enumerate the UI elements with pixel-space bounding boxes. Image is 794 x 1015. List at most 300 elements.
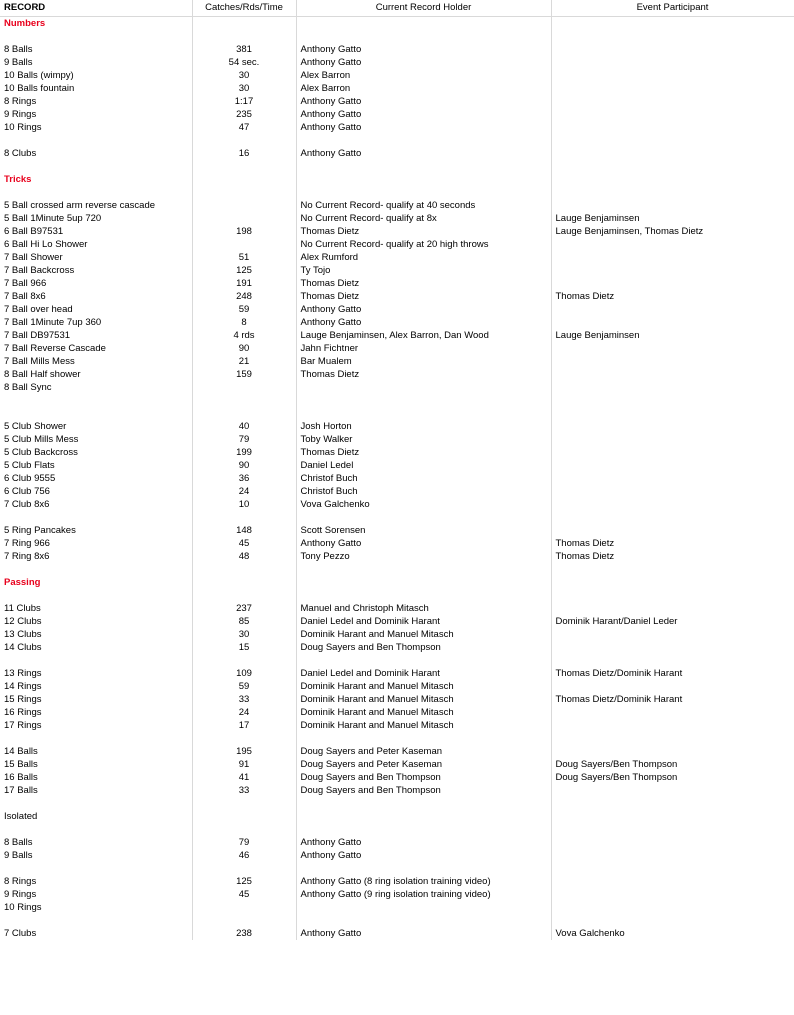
record-name-cell[interactable]: 15 Rings (0, 693, 192, 706)
empty-cell[interactable] (0, 186, 192, 199)
records-body (0, 17, 794, 941)
record-name-cell[interactable]: 7 Ball DB97531 (0, 329, 192, 342)
event-participant-cell[interactable]: Thomas Dietz/Dominik Harant (551, 667, 794, 680)
blank-row (0, 732, 794, 745)
record-name-cell[interactable]: 10 Balls (wimpy) (0, 69, 192, 82)
catches-cell[interactable]: 36 (192, 472, 296, 485)
record-name-cell[interactable]: 8 Ball Sync (0, 381, 192, 394)
record-row (0, 459, 794, 472)
record-holder-cell[interactable]: Anthony Gatto (296, 836, 551, 849)
catches-cell[interactable]: 24 (192, 485, 296, 498)
catches-cell[interactable]: 237 (192, 602, 296, 615)
catches-cell[interactable]: 21 (192, 355, 296, 368)
record-holder-cell[interactable]: Anthony Gatto (296, 849, 551, 862)
catches-cell[interactable]: 40 (192, 420, 296, 433)
event-participant-cell[interactable] (551, 420, 794, 433)
empty-cell[interactable] (192, 589, 296, 602)
record-name-cell[interactable]: 7 Ball 1Minute 7up 360 (0, 316, 192, 329)
catches-cell[interactable] (192, 901, 296, 914)
event-participant-cell[interactable] (551, 485, 794, 498)
record-name-cell[interactable]: 6 Ball B97531 (0, 225, 192, 238)
empty-cell[interactable] (551, 17, 794, 31)
record-holder-cell[interactable] (296, 901, 551, 914)
record-holder-cell[interactable]: Anthony Gatto (296, 303, 551, 316)
record-name-cell[interactable]: 10 Rings (0, 901, 192, 914)
record-name-cell[interactable]: 6 Club 756 (0, 485, 192, 498)
event-participant-cell[interactable] (551, 719, 794, 732)
catches-cell[interactable]: 17 (192, 719, 296, 732)
record-holder-cell[interactable]: Dominik Harant and Manuel Mitasch (296, 719, 551, 732)
empty-cell[interactable] (0, 823, 192, 836)
record-holder-cell[interactable]: Anthony Gatto (296, 537, 551, 550)
record-holder-cell[interactable]: Thomas Dietz (296, 290, 551, 303)
empty-cell[interactable] (296, 823, 551, 836)
empty-cell[interactable] (551, 654, 794, 667)
record-holder-cell[interactable]: Alex Barron (296, 69, 551, 82)
catches-cell[interactable] (192, 238, 296, 251)
empty-cell[interactable] (296, 862, 551, 875)
header-record-holder[interactable]: Current Record Holder (296, 0, 551, 17)
catches-cell[interactable]: 51 (192, 251, 296, 264)
record-holder-cell[interactable]: Christof Buch (296, 472, 551, 485)
event-participant-cell[interactable] (551, 446, 794, 459)
empty-cell[interactable] (551, 394, 794, 407)
empty-cell[interactable] (0, 511, 192, 524)
empty-cell[interactable] (0, 407, 192, 420)
record-name-cell[interactable]: 9 Rings (0, 888, 192, 901)
empty-cell[interactable] (192, 134, 296, 147)
event-participant-cell[interactable] (551, 43, 794, 56)
record-name-cell[interactable]: 16 Balls (0, 771, 192, 784)
record-row (0, 771, 794, 784)
empty-cell[interactable] (551, 732, 794, 745)
empty-cell[interactable] (551, 576, 794, 589)
catches-cell[interactable]: 46 (192, 849, 296, 862)
record-holder-cell[interactable]: Ty Tojo (296, 264, 551, 277)
record-name-cell[interactable]: 5 Club Flats (0, 459, 192, 472)
record-holder-cell[interactable]: Anthony Gatto (8 ring isolation training video) (296, 875, 551, 888)
event-participant-cell[interactable]: Thomas Dietz (551, 290, 794, 303)
record-name-cell[interactable]: 10 Balls fountain (0, 82, 192, 95)
empty-cell[interactable] (0, 797, 192, 810)
record-name-cell[interactable]: 6 Club 9555 (0, 472, 192, 485)
empty-cell[interactable] (551, 563, 794, 576)
event-participant-cell[interactable] (551, 368, 794, 381)
record-name-cell[interactable]: 15 Balls (0, 758, 192, 771)
empty-cell[interactable] (296, 589, 551, 602)
record-name-cell[interactable]: 7 Ball 966 (0, 277, 192, 290)
record-holder-cell[interactable]: Jahn Fichtner (296, 342, 551, 355)
section-row (0, 810, 794, 823)
event-participant-cell[interactable] (551, 69, 794, 82)
record-holder-cell[interactable]: Toby Walker (296, 433, 551, 446)
catches-cell[interactable] (192, 381, 296, 394)
event-participant-cell[interactable]: Vova Galchenko (551, 927, 794, 940)
section-label[interactable]: Numbers (0, 17, 192, 31)
record-name-cell[interactable]: 10 Rings (0, 121, 192, 134)
header-event-participant[interactable]: Event Participant (551, 0, 794, 17)
empty-cell[interactable] (192, 797, 296, 810)
event-participant-cell[interactable]: Doug Sayers/Ben Thompson (551, 758, 794, 771)
empty-cell[interactable] (551, 160, 794, 173)
empty-cell[interactable] (551, 589, 794, 602)
empty-cell[interactable] (296, 394, 551, 407)
record-holder-cell[interactable]: Thomas Dietz (296, 368, 551, 381)
empty-cell[interactable] (296, 810, 551, 823)
event-participant-cell[interactable] (551, 784, 794, 797)
section-label[interactable]: Isolated (0, 810, 192, 823)
event-participant-cell[interactable] (551, 602, 794, 615)
catches-cell[interactable]: 199 (192, 446, 296, 459)
record-name-cell[interactable]: 8 Rings (0, 875, 192, 888)
catches-cell[interactable]: 79 (192, 433, 296, 446)
event-participant-cell[interactable] (551, 641, 794, 654)
event-participant-cell[interactable] (551, 303, 794, 316)
event-participant-cell[interactable] (551, 901, 794, 914)
empty-cell[interactable] (296, 732, 551, 745)
record-name-cell[interactable]: 13 Rings (0, 667, 192, 680)
record-name-cell[interactable]: 9 Balls (0, 849, 192, 862)
record-name-cell[interactable]: 7 Ball Shower (0, 251, 192, 264)
event-participant-cell[interactable] (551, 381, 794, 394)
catches-cell[interactable]: 90 (192, 342, 296, 355)
blank-row (0, 134, 794, 147)
record-holder-cell[interactable]: Anthony Gatto (296, 95, 551, 108)
record-name-cell[interactable]: 14 Clubs (0, 641, 192, 654)
empty-cell[interactable] (192, 862, 296, 875)
record-name-cell[interactable]: 5 Ring Pancakes (0, 524, 192, 537)
record-holder-cell[interactable]: Thomas Dietz (296, 225, 551, 238)
event-participant-cell[interactable]: Lauge Benjaminsen, Thomas Dietz (551, 225, 794, 238)
section-label[interactable]: Passing (0, 576, 192, 589)
record-holder-cell[interactable]: Daniel Ledel and Dominik Harant (296, 667, 551, 680)
record-name-cell[interactable]: 7 Clubs (0, 927, 192, 940)
record-name-cell[interactable]: 12 Clubs (0, 615, 192, 628)
empty-cell[interactable] (296, 134, 551, 147)
empty-cell[interactable] (551, 823, 794, 836)
empty-cell[interactable] (192, 810, 296, 823)
catches-cell[interactable]: 248 (192, 290, 296, 303)
empty-cell[interactable] (192, 914, 296, 927)
event-participant-cell[interactable] (551, 472, 794, 485)
catches-cell[interactable]: 191 (192, 277, 296, 290)
empty-cell[interactable] (192, 654, 296, 667)
event-participant-cell[interactable] (551, 433, 794, 446)
event-participant-cell[interactable] (551, 238, 794, 251)
record-name-cell[interactable]: 9 Rings (0, 108, 192, 121)
catches-cell[interactable]: 195 (192, 745, 296, 758)
record-holder-cell[interactable]: Doug Sayers and Peter Kaseman (296, 758, 551, 771)
event-participant-cell[interactable]: Thomas Dietz/Dominik Harant (551, 693, 794, 706)
record-holder-cell[interactable]: Thomas Dietz (296, 446, 551, 459)
catches-cell[interactable]: 91 (192, 758, 296, 771)
catches-cell[interactable]: 125 (192, 264, 296, 277)
catches-cell[interactable]: 16 (192, 147, 296, 160)
event-participant-cell[interactable] (551, 680, 794, 693)
empty-cell[interactable] (551, 914, 794, 927)
record-holder-cell[interactable]: Anthony Gatto (296, 147, 551, 160)
catches-cell[interactable]: 30 (192, 628, 296, 641)
blank-row (0, 394, 794, 407)
catches-cell[interactable]: 33 (192, 784, 296, 797)
empty-cell[interactable] (0, 30, 192, 43)
event-participant-cell[interactable]: Thomas Dietz (551, 550, 794, 563)
record-holder-cell[interactable]: No Current Record- qualify at 20 high throws (296, 238, 551, 251)
empty-cell[interactable] (296, 797, 551, 810)
empty-cell[interactable] (192, 823, 296, 836)
empty-cell[interactable] (296, 511, 551, 524)
event-participant-cell[interactable] (551, 147, 794, 160)
record-holder-cell[interactable]: Bar Mualem (296, 355, 551, 368)
record-holder-cell[interactable] (296, 381, 551, 394)
record-holder-cell[interactable]: Dominik Harant and Manuel Mitasch (296, 693, 551, 706)
catches-cell[interactable]: 48 (192, 550, 296, 563)
event-participant-cell[interactable] (551, 121, 794, 134)
empty-cell[interactable] (296, 914, 551, 927)
catches-cell[interactable] (192, 212, 296, 225)
empty-cell[interactable] (0, 732, 192, 745)
event-participant-cell[interactable] (551, 251, 794, 264)
event-participant-cell[interactable] (551, 316, 794, 329)
empty-cell[interactable] (192, 173, 296, 186)
empty-cell[interactable] (192, 732, 296, 745)
catches-cell[interactable]: 125 (192, 875, 296, 888)
record-holder-cell[interactable]: Daniel Ledel (296, 459, 551, 472)
empty-cell[interactable] (296, 160, 551, 173)
empty-cell[interactable] (192, 160, 296, 173)
event-participant-cell[interactable] (551, 264, 794, 277)
record-holder-cell[interactable]: Dominik Harant and Manuel Mitasch (296, 706, 551, 719)
catches-cell[interactable] (192, 199, 296, 212)
catches-cell[interactable]: 8 (192, 316, 296, 329)
record-holder-cell[interactable]: Alex Rumford (296, 251, 551, 264)
empty-cell[interactable] (192, 186, 296, 199)
event-participant-cell[interactable] (551, 95, 794, 108)
record-holder-cell[interactable]: Tony Pezzo (296, 550, 551, 563)
record-name-cell[interactable]: 7 Ball Reverse Cascade (0, 342, 192, 355)
catches-cell[interactable]: 59 (192, 680, 296, 693)
empty-cell[interactable] (551, 407, 794, 420)
catches-cell[interactable]: 30 (192, 82, 296, 95)
record-holder-cell[interactable]: Anthony Gatto (296, 43, 551, 56)
empty-cell[interactable] (192, 407, 296, 420)
empty-cell[interactable] (192, 30, 296, 43)
event-participant-cell[interactable]: Dominik Harant/Daniel Leder (551, 615, 794, 628)
record-name-cell[interactable]: 11 Clubs (0, 602, 192, 615)
catches-cell[interactable]: 235 (192, 108, 296, 121)
record-holder-cell[interactable]: Dominik Harant and Manuel Mitasch (296, 628, 551, 641)
catches-cell[interactable]: 59 (192, 303, 296, 316)
catches-cell[interactable]: 4 rds (192, 329, 296, 342)
catches-cell[interactable]: 148 (192, 524, 296, 537)
catches-cell[interactable]: 45 (192, 888, 296, 901)
record-holder-cell[interactable]: Dominik Harant and Manuel Mitasch (296, 680, 551, 693)
record-name-cell[interactable]: 5 Club Shower (0, 420, 192, 433)
record-name-cell[interactable]: 14 Balls (0, 745, 192, 758)
blank-row (0, 823, 794, 836)
catches-cell[interactable]: 159 (192, 368, 296, 381)
record-holder-cell[interactable]: Anthony Gatto (296, 108, 551, 121)
catches-cell[interactable]: 90 (192, 459, 296, 472)
empty-cell[interactable] (0, 134, 192, 147)
empty-cell[interactable] (0, 914, 192, 927)
empty-cell[interactable] (0, 589, 192, 602)
empty-cell[interactable] (551, 862, 794, 875)
event-participant-cell[interactable] (551, 459, 794, 472)
header-record[interactable]: RECORD (0, 0, 192, 17)
record-holder-cell[interactable]: Lauge Benjaminsen, Alex Barron, Dan Wood (296, 329, 551, 342)
record-holder-cell[interactable]: Daniel Ledel and Dominik Harant (296, 615, 551, 628)
empty-cell[interactable] (192, 17, 296, 31)
blank-row (0, 797, 794, 810)
record-holder-cell[interactable]: Anthony Gatto (296, 316, 551, 329)
record-name-cell[interactable]: 8 Rings (0, 95, 192, 108)
event-participant-cell[interactable] (551, 628, 794, 641)
event-participant-cell[interactable] (551, 498, 794, 511)
event-participant-cell[interactable] (551, 355, 794, 368)
record-holder-cell[interactable]: No Current Record- qualify at 8x (296, 212, 551, 225)
event-participant-cell[interactable]: Thomas Dietz (551, 537, 794, 550)
record-holder-cell[interactable]: Anthony Gatto (9 ring isolation training video) (296, 888, 551, 901)
record-name-cell[interactable]: 7 Ball Backcross (0, 264, 192, 277)
event-participant-cell[interactable] (551, 836, 794, 849)
section-label[interactable]: Tricks (0, 173, 192, 186)
record-holder-cell[interactable]: Manuel and Christoph Mitasch (296, 602, 551, 615)
catches-cell[interactable]: 54 sec. (192, 56, 296, 69)
empty-cell[interactable] (192, 576, 296, 589)
record-holder-cell[interactable]: Josh Horton (296, 420, 551, 433)
record-name-cell[interactable]: 8 Clubs (0, 147, 192, 160)
event-participant-cell[interactable] (551, 706, 794, 719)
catches-cell[interactable]: 30 (192, 69, 296, 82)
empty-cell[interactable] (296, 30, 551, 43)
empty-cell[interactable] (551, 797, 794, 810)
catches-cell[interactable]: 238 (192, 927, 296, 940)
catches-cell[interactable]: 79 (192, 836, 296, 849)
event-participant-cell[interactable] (551, 875, 794, 888)
record-name-cell[interactable]: 17 Rings (0, 719, 192, 732)
catches-cell[interactable]: 1:17 (192, 95, 296, 108)
catches-cell[interactable]: 109 (192, 667, 296, 680)
event-participant-cell[interactable] (551, 82, 794, 95)
event-participant-cell[interactable] (551, 199, 794, 212)
event-participant-cell[interactable]: Lauge Benjaminsen (551, 329, 794, 342)
event-participant-cell[interactable] (551, 524, 794, 537)
catches-cell[interactable]: 41 (192, 771, 296, 784)
record-row (0, 901, 794, 914)
record-name-cell[interactable]: 16 Rings (0, 706, 192, 719)
record-name-cell[interactable]: 7 Ring 8x6 (0, 550, 192, 563)
empty-cell[interactable] (296, 563, 551, 576)
record-holder-cell[interactable]: Anthony Gatto (296, 56, 551, 69)
catches-cell[interactable]: 47 (192, 121, 296, 134)
record-name-cell[interactable]: 13 Clubs (0, 628, 192, 641)
record-name-cell[interactable]: 9 Balls (0, 56, 192, 69)
empty-cell[interactable] (551, 30, 794, 43)
record-name-cell[interactable]: 7 Ball over head (0, 303, 192, 316)
empty-cell[interactable] (192, 563, 296, 576)
catches-cell[interactable]: 198 (192, 225, 296, 238)
catches-cell[interactable]: 85 (192, 615, 296, 628)
record-holder-cell[interactable]: Doug Sayers and Ben Thompson (296, 641, 551, 654)
record-name-cell[interactable]: 7 Ball Mills Mess (0, 355, 192, 368)
event-participant-cell[interactable] (551, 888, 794, 901)
empty-cell[interactable] (192, 511, 296, 524)
record-row (0, 82, 794, 95)
record-holder-cell[interactable]: Thomas Dietz (296, 277, 551, 290)
record-name-cell[interactable]: 8 Balls (0, 836, 192, 849)
record-name-cell[interactable]: 14 Rings (0, 680, 192, 693)
catches-cell[interactable]: 10 (192, 498, 296, 511)
empty-cell[interactable] (0, 160, 192, 173)
empty-cell[interactable] (0, 394, 192, 407)
header-catches[interactable]: Catches/Rds/Time (192, 0, 296, 17)
catches-cell[interactable]: 24 (192, 706, 296, 719)
record-name-cell[interactable]: 5 Ball 1Minute 5up 720 (0, 212, 192, 225)
record-name-cell[interactable]: 7 Club 8x6 (0, 498, 192, 511)
record-name-cell[interactable]: 7 Ring 966 (0, 537, 192, 550)
catches-cell[interactable]: 33 (192, 693, 296, 706)
record-name-cell[interactable]: 7 Ball 8x6 (0, 290, 192, 303)
record-holder-cell[interactable]: No Current Record- qualify at 40 seconds (296, 199, 551, 212)
record-holder-cell[interactable]: Anthony Gatto (296, 927, 551, 940)
record-name-cell[interactable]: 5 Club Mills Mess (0, 433, 192, 446)
empty-cell[interactable] (551, 173, 794, 186)
event-participant-cell[interactable] (551, 56, 794, 69)
record-name-cell[interactable]: 6 Ball Hi Lo Shower (0, 238, 192, 251)
event-participant-cell[interactable]: Doug Sayers/Ben Thompson (551, 771, 794, 784)
record-holder-cell[interactable]: Scott Sorensen (296, 524, 551, 537)
record-name-cell[interactable]: 8 Balls (0, 43, 192, 56)
event-participant-cell[interactable] (551, 277, 794, 290)
empty-cell[interactable] (192, 394, 296, 407)
record-name-cell[interactable]: 8 Ball Half shower (0, 368, 192, 381)
record-holder-cell[interactable]: Vova Galchenko (296, 498, 551, 511)
catches-cell[interactable]: 45 (192, 537, 296, 550)
record-holder-cell[interactable]: Alex Barron (296, 82, 551, 95)
record-name-cell[interactable]: 5 Ball crossed arm reverse cascade (0, 199, 192, 212)
catches-cell[interactable]: 381 (192, 43, 296, 56)
record-holder-cell[interactable]: Doug Sayers and Peter Kaseman (296, 745, 551, 758)
empty-cell[interactable] (0, 654, 192, 667)
record-name-cell[interactable]: 5 Club Backcross (0, 446, 192, 459)
record-holder-cell[interactable]: Anthony Gatto (296, 121, 551, 134)
record-holder-cell[interactable]: Christof Buch (296, 485, 551, 498)
empty-cell[interactable] (296, 407, 551, 420)
record-name-cell[interactable]: 17 Balls (0, 784, 192, 797)
empty-cell[interactable] (296, 186, 551, 199)
empty-cell[interactable] (296, 576, 551, 589)
catches-cell[interactable]: 15 (192, 641, 296, 654)
empty-cell[interactable] (296, 17, 551, 31)
empty-cell[interactable] (551, 186, 794, 199)
event-participant-cell[interactable]: Lauge Benjaminsen (551, 212, 794, 225)
empty-cell[interactable] (551, 134, 794, 147)
event-participant-cell[interactable] (551, 108, 794, 121)
empty-cell[interactable] (0, 563, 192, 576)
record-holder-cell[interactable]: Doug Sayers and Ben Thompson (296, 771, 551, 784)
empty-cell[interactable] (296, 173, 551, 186)
event-participant-cell[interactable] (551, 342, 794, 355)
record-holder-cell[interactable]: Doug Sayers and Ben Thompson (296, 784, 551, 797)
event-participant-cell[interactable] (551, 849, 794, 862)
empty-cell[interactable] (551, 511, 794, 524)
empty-cell[interactable] (551, 810, 794, 823)
empty-cell[interactable] (296, 654, 551, 667)
record-row (0, 485, 794, 498)
empty-cell[interactable] (0, 862, 192, 875)
event-participant-cell[interactable] (551, 745, 794, 758)
